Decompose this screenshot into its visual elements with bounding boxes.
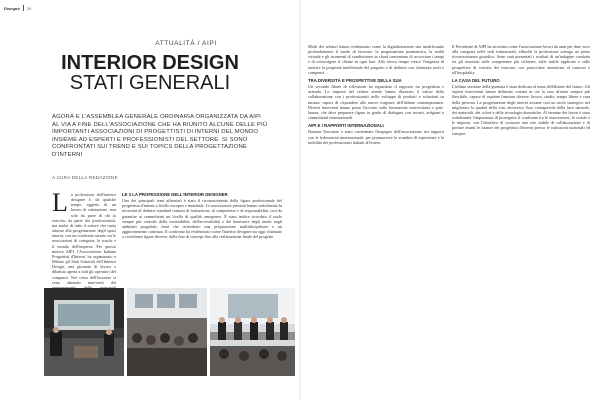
text-column-2 [122, 192, 282, 284]
article-lead: AGORÀ E L'ASSEMBLEA GENERALE ORDINARIA ORGANIZZATA DA AIPI AL VIA A FINE DELL'ASSOCIAZIONE CHE HA RIUNITO ALCUNE DELLE PIÙ IMPORTANTI ASSOCIAZIONI DI PROGETTISTI DI INTERNI DEL MONDO INSIEME AD ESPERTI E PROFESSIONISTI DEL SETTORE. SI SONO CONFRONTATI SUI TREND E SUI TOPICS DELLA PROGETTAZIONE D'INTERNI [52, 114, 268, 158]
drop-cap: L [52, 188, 68, 217]
text-column-1 [52, 188, 116, 285]
column-3-text: Molti dei relatori hanno evidenziato come la digitalizzazione stia modificando profondamente il modo di lavorare: la progettazione parametrica, la realtà virtuale e gli strumenti di condivisione in cloud consentono di accorciare i tempi e di coinvolgere il cliente in ogni fase. Allo stesso tempo cresce l'esigenza di tutelare la proprietà intellettuale del progetto e di definire con chiarezza ruoli e compensi. [308, 44, 444, 75]
article-kicker: ATTUALITÀ / AIPI [155, 40, 217, 47]
column-2-text: Uno dei principali temi affrontati è stato il riconoscimento della figura professionale del progettista d'interni a livello europeo e mondiale. Le associazioni presenti hanno sottolineato la necessità di definire standard comuni di formazione, di competenze e di responsabilità, così da garantire ai committenti un livello di qualità omogeneo. È stato inoltre ricordato il ruolo sempre più centrale della sostenibilità, dell'accessibilità e del benessere degli utenti negli ambienti progettati, temi che richiedono una preparazione multidisciplinare e un aggiornamento continuo. Il confronto ha evidenziato come l'interior designer sia oggi chiamato a coordinare figure diverse, dalla fase di concept fino alla realizzazione finale del progetto. [122, 198, 282, 240]
header-divider [23, 5, 24, 11]
column-4-text: Il Presidente di AIPI ha ricordato come l'associazione lavori da anni per dare voce alla categoria nelle sedi istituzionali, affinché la professione ottenga un pieno riconoscimento giuridico. Sono stati presentati i risultati di un'indagine condotta tra gli associati sulle competenze più richieste, sulle tariffe applicate e sulle prospettive di crescita del mercato, con particolare attenzione al contract e all'hospitality. [452, 44, 590, 75]
column-3-heading-2: AIPI E I RAPPORTI INTERNAZIONALI [308, 123, 384, 129]
text-column-3 [308, 44, 444, 384]
column-4-heading-1: LA CASA DEL FUTURO [452, 77, 500, 83]
column-4-text-2: L'ultima sessione della giornata è stata dedicata al tema dell'abitare del futuro. Gli esperti intervenuti hanno delineato scenari in cui la casa diventa sempre più flessibile, capace di ospitare funzioni diverse: lavoro, studio, tempo libero e cura della persona. La progettazione degli interni assume così un ruolo strategico nel migliorare la qualità della vita, attraverso l'uso consapevole della luce naturale, dei materiali, dei colori e delle tecnologie domotiche. Al termine dei lavori è stata sottolineata l'importanza di proseguire il confronto tra le associazioni, le scuole e le imprese, con l'obiettivo di costruire una rete stabile di collaborazione e di portare avanti le istanze dei progettisti d'interni presso le istituzioni nazionali ed europee. [452, 84, 590, 136]
page-gutter [299, 0, 301, 400]
column-2-heading: LE 3 LA PROFESSIONE DELL'INTERIOR DESIGNER [122, 192, 228, 197]
section-name: Disegno [4, 5, 20, 11]
text-column-4 [452, 44, 590, 384]
event-photo-panel [210, 288, 295, 376]
article-title-line2: STATI GENERALI [69, 72, 231, 94]
article-title-line1: INTERIOR DESIGN [61, 52, 239, 74]
article-byline: A CURA DELLA REDAZIONE [52, 175, 118, 180]
column-3-text-3: Durante l'incontro è stato confermato l'impegno dell'associazione nei rapporti con le federazioni internazionali, per promuovere lo scambio di esperienze e la mobilità dei professionisti italiani all'estero. [308, 129, 444, 145]
event-photo-audience [127, 288, 207, 376]
page-header [4, 5, 31, 11]
page-number: 26 [26, 5, 32, 11]
column-3-text-2: Un secondo filone di riflessione ha riguardato il rapporto tra progettista e azienda. Le imprese del settore arredo hanno illustrato il valore della collaborazione con i professionisti nello sviluppo di prodotti e soluzioni su misura, capaci di rispondere alle nuove esigenze dell'abitare contemporaneo. Diversi interventi hanno posto l'accento sulla formazione universitaria e post-laurea, che deve preparare figure in grado di dialogare con tecnici, artigiani e committenti internazionali. [308, 84, 444, 121]
event-photo-stage [44, 288, 124, 376]
column-3-heading-1: TRA DIVERSITÀ E PROSPETTIVE DELLA SUA [308, 77, 402, 83]
column-1-text: a professione dell'interior designer è, da qualche tempo, oggetto di un lavoro di valutazione, non solo da parte di chi la esercita, da parte dei professionisti, ma anche di tutto il settore che ruota attorno alla progettazione degli spazi interni, con un confronto serrato tra le associazioni di categoria, le scuole e il mondo dell'impresa. Per questo motivo AIPI, l'Associazione Italiana Progettisti d'Interni, ha organizzato a Milano gli Stati Generali dell'Interior Design, una giornata di lavoro e dibattito aperta a tutti gli operatori del comparto. Nel corso dell'incontro si sono alternati interventi dei [52, 192, 116, 285]
